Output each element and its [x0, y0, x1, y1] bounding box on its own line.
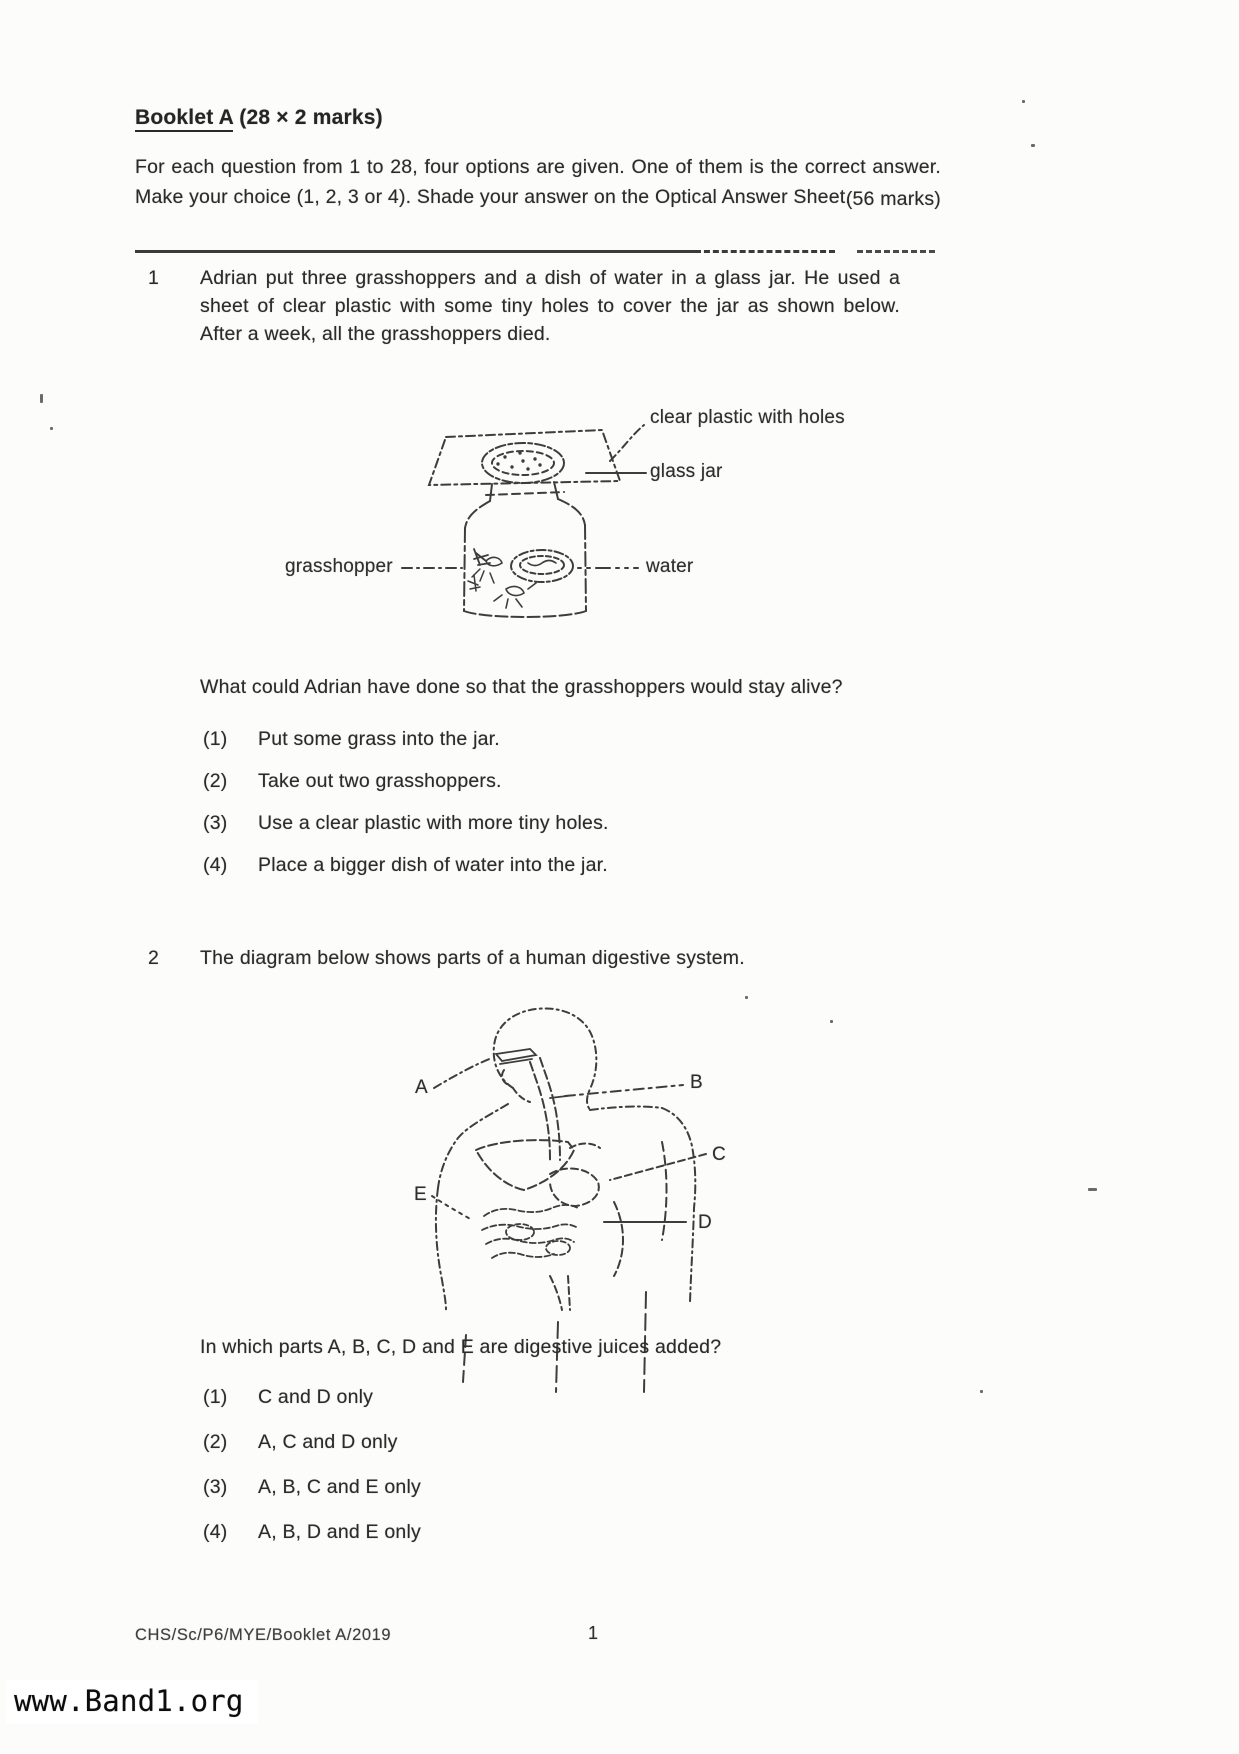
- label-d: D: [698, 1212, 712, 1233]
- question-2-options: [203, 1386, 421, 1566]
- option-key: (2): [203, 770, 228, 792]
- booklet-title: [135, 106, 383, 130]
- option-text: Take out two grasshoppers.: [258, 770, 502, 792]
- option-key: (4): [203, 1521, 228, 1543]
- option-row: [203, 770, 609, 794]
- option-text: Put some grass into the jar.: [258, 728, 500, 750]
- option-row: [203, 854, 609, 878]
- option-text: A, B, D and E only: [258, 1521, 421, 1543]
- label-e: E: [414, 1184, 427, 1205]
- option-text: A, B, C and E only: [258, 1476, 421, 1498]
- option-key: (4): [203, 854, 228, 876]
- option-row: [203, 1521, 421, 1545]
- label-grasshopper: grasshopper: [285, 556, 393, 577]
- option-text: Place a bigger dish of water into the jar.: [258, 854, 608, 876]
- question-1-prompt: What could Adrian have done so that the grasshoppers would stay alive?: [200, 676, 843, 698]
- question-1-stem: Adrian put three grasshoppers and a dish of water in a glass jar. He used a sheet of clear plastic with some tiny holes to cover the jar as shown below. After a week, all the grasshoppers died.: [200, 267, 900, 345]
- booklet-title-marks: (28 × 2 marks): [239, 106, 383, 129]
- question-2-prompt: In which parts A, B, C, D and E are digestive juices added?: [200, 1336, 722, 1358]
- option-text: C and D only: [258, 1386, 374, 1408]
- question-1-options: [203, 728, 609, 896]
- footer-code: CHS/Sc/P6/MYE/Booklet A/2019: [135, 1626, 392, 1644]
- scan-speck: [980, 1390, 983, 1393]
- option-row: [203, 1431, 421, 1455]
- question-2: [148, 944, 900, 972]
- scan-speck: [1088, 1188, 1097, 1191]
- option-row: [203, 728, 609, 752]
- question-1: [148, 264, 900, 348]
- section-rule: [135, 250, 935, 253]
- instructions-block: [135, 152, 941, 212]
- marks-total: (56 marks): [845, 188, 941, 210]
- option-key: (3): [203, 812, 228, 834]
- scan-speck: [50, 427, 53, 430]
- rule-dashed-segment-right: [857, 250, 935, 253]
- option-key: (1): [203, 1386, 228, 1408]
- booklet-title-text: Booklet A: [135, 106, 233, 132]
- jar-figure: [280, 385, 920, 635]
- page-number: 1: [588, 1623, 599, 1643]
- option-text: Use a clear plastic with more tiny holes.: [258, 812, 609, 834]
- scan-speck: [1022, 100, 1025, 103]
- scan-speck: [830, 1020, 833, 1023]
- option-row: [203, 1386, 421, 1410]
- label-water: water: [646, 556, 694, 577]
- rule-dashed-segment: [695, 250, 835, 253]
- option-key: (3): [203, 1476, 228, 1498]
- rule-solid-segment: [135, 250, 695, 253]
- option-row: [203, 812, 609, 836]
- label-clear-plastic: clear plastic with holes: [650, 407, 845, 428]
- question-2-number: 2: [148, 947, 160, 969]
- question-2-stem: The diagram below shows parts of a human digestive system.: [200, 947, 745, 969]
- option-key: (1): [203, 728, 228, 750]
- label-c: C: [712, 1144, 726, 1165]
- option-text: A, C and D only: [258, 1431, 398, 1453]
- watermark: www.Band1.org: [6, 1680, 258, 1724]
- question-1-number: 1: [148, 267, 160, 289]
- label-glass-jar: glass jar: [650, 461, 723, 482]
- option-key: (2): [203, 1431, 228, 1453]
- scan-speck: [745, 996, 748, 999]
- scan-speck: [1031, 144, 1035, 147]
- label-b: B: [690, 1072, 703, 1093]
- scan-speck: [40, 394, 43, 403]
- instructions-text: For each question from 1 to 28, four options are given. One of them is the correct answer. Make your choice (1, 2, 3 or 4). Shade your answer on the Optical Answer Sheet.: [135, 156, 941, 208]
- option-row: [203, 1476, 421, 1500]
- label-a: A: [415, 1077, 428, 1098]
